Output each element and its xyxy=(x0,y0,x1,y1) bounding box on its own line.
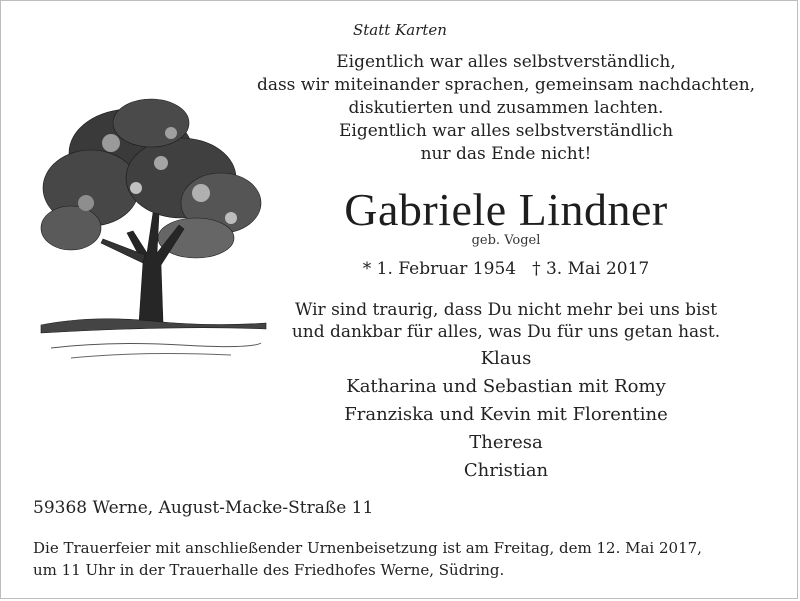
family-member: Christian xyxy=(463,460,549,481)
poem-line: diskutierten und zusammen lachten. xyxy=(348,98,664,118)
birth-name: geb. Vogel xyxy=(471,233,541,248)
ceremony-line: um 11 Uhr in der Trauerhalle des Friedhofes Werne, Südring. xyxy=(33,561,505,579)
family-member: Franziska und Kevin mit Florentine xyxy=(344,404,668,425)
poem-line: nur das Ende nicht! xyxy=(420,144,592,164)
family-member: Klaus xyxy=(480,348,532,369)
ceremony-line: Die Trauerfeier mit anschließender Urnenbeisetzung ist am Freitag, dem 12. Mai 2017, xyxy=(33,539,702,557)
tree-icon xyxy=(31,93,271,363)
birth-date: * 1. Februar 1954 xyxy=(362,259,517,279)
mourning-text xyxy=(256,299,756,343)
poem-line: Eigentlich war alles selbstverständlich, xyxy=(336,52,676,72)
poem-line: dass wir miteinander sprachen, gemeinsam nachdachten, xyxy=(256,75,756,95)
address: 59368 Werne, August-Macke-Straße 11 xyxy=(33,498,374,518)
life-dates xyxy=(291,259,721,279)
ceremony-info xyxy=(33,537,773,581)
statt-karten-label: Statt Karten xyxy=(353,21,447,39)
deceased-name: Gabriele Lindner xyxy=(344,184,668,235)
family-list xyxy=(256,345,756,485)
family-member: Theresa xyxy=(469,432,543,453)
mourning-line: Wir sind traurig, dass Du nicht mehr bei uns bist xyxy=(294,300,718,320)
poem xyxy=(231,51,781,166)
family-member: Katharina und Sebastian mit Romy xyxy=(346,376,666,397)
death-date: † 3. Mai 2017 xyxy=(532,259,650,279)
mourning-line: und dankbar für alles, was Du für uns getan hast. xyxy=(291,322,721,342)
poem-line: Eigentlich war alles selbstverständlich xyxy=(338,121,674,141)
